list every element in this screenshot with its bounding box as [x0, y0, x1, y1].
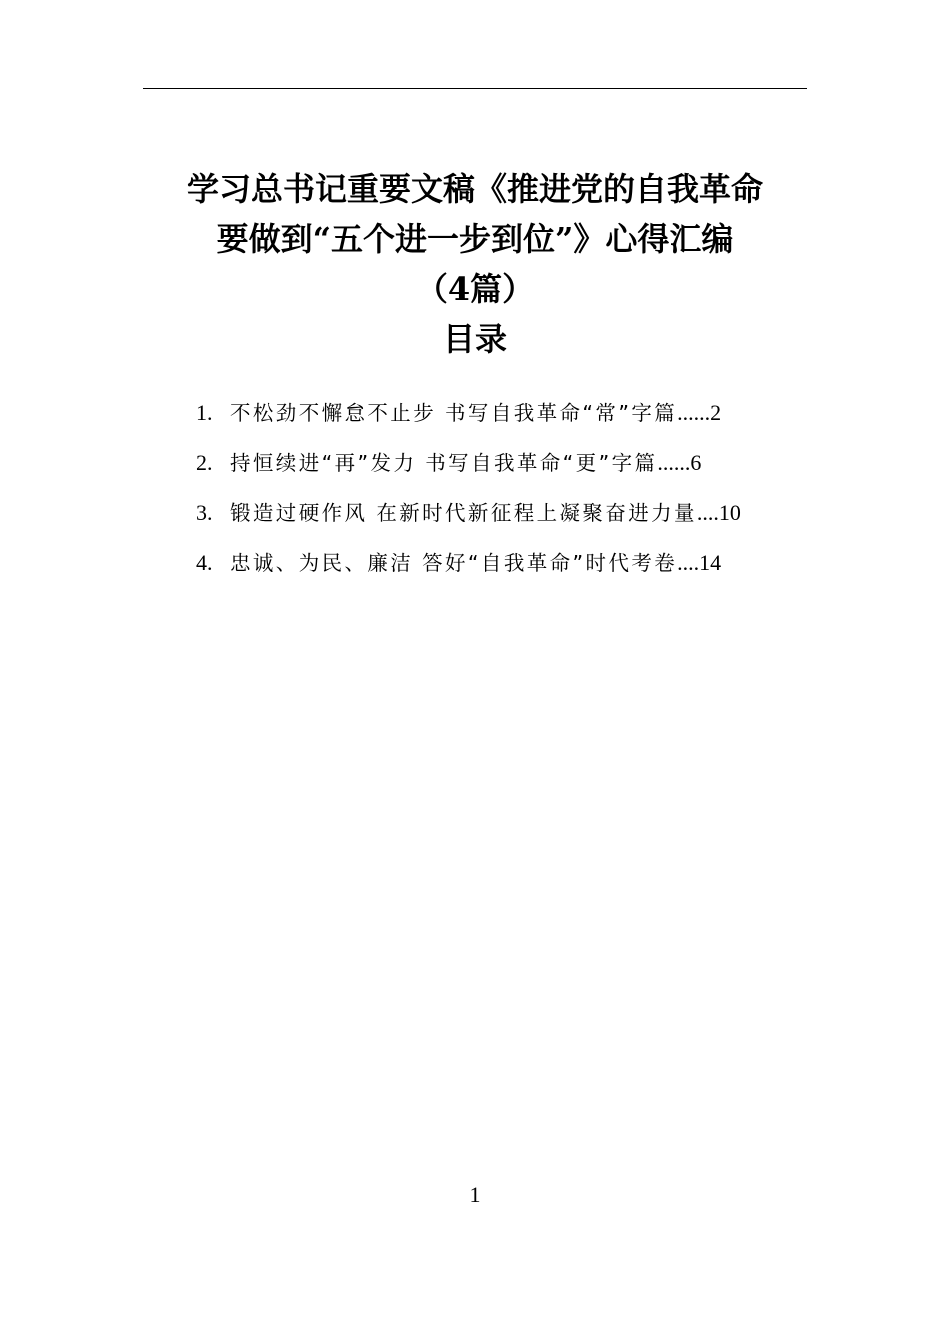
toc-entry-leader: ....	[696, 500, 719, 525]
toc-heading: 目录	[442, 320, 507, 358]
title-line-3: （4篇）	[415, 270, 535, 308]
toc-entry-leader: ....	[677, 550, 700, 575]
toc-entry-number: 2.	[196, 450, 213, 475]
header-rule	[143, 88, 807, 89]
toc-entry-page: 2	[710, 400, 722, 425]
toc-entry-title: 不松劲不懈怠不止步 书写自我革命“常”字篇	[230, 401, 678, 425]
toc-entry-leader: ......	[657, 450, 691, 475]
toc-entry-3[interactable]	[196, 496, 808, 546]
page-number: 1	[469, 1182, 481, 1207]
toc-entry-number: 3.	[196, 500, 213, 525]
toc-entry-page: 6	[690, 450, 702, 475]
toc-entry-1[interactable]	[196, 396, 808, 446]
title-line-2: 要做到“五个进一步到位”》心得汇编	[216, 220, 734, 258]
toc-entry-page: 10	[718, 500, 741, 525]
table-of-contents	[196, 396, 808, 596]
title-line-1: 学习总书记重要文稿《推进党的自我革命	[186, 170, 763, 208]
toc-entry-title: 持恒续进“再”发力 书写自我革命“更”字篇	[230, 451, 658, 475]
toc-entry-title: 忠诚、为民、廉洁 答好“自我革命”时代考卷	[230, 551, 678, 575]
toc-entry-number: 1.	[196, 400, 213, 425]
document-title	[120, 164, 830, 364]
toc-entry-title: 锻造过硬作风 在新时代新征程上凝聚奋进力量	[230, 501, 697, 525]
toc-entry-2[interactable]	[196, 446, 808, 496]
toc-entry-4[interactable]	[196, 546, 808, 596]
toc-entry-page: 14	[699, 550, 722, 575]
toc-entry-leader: ......	[677, 400, 711, 425]
toc-entry-number: 4.	[196, 550, 213, 575]
